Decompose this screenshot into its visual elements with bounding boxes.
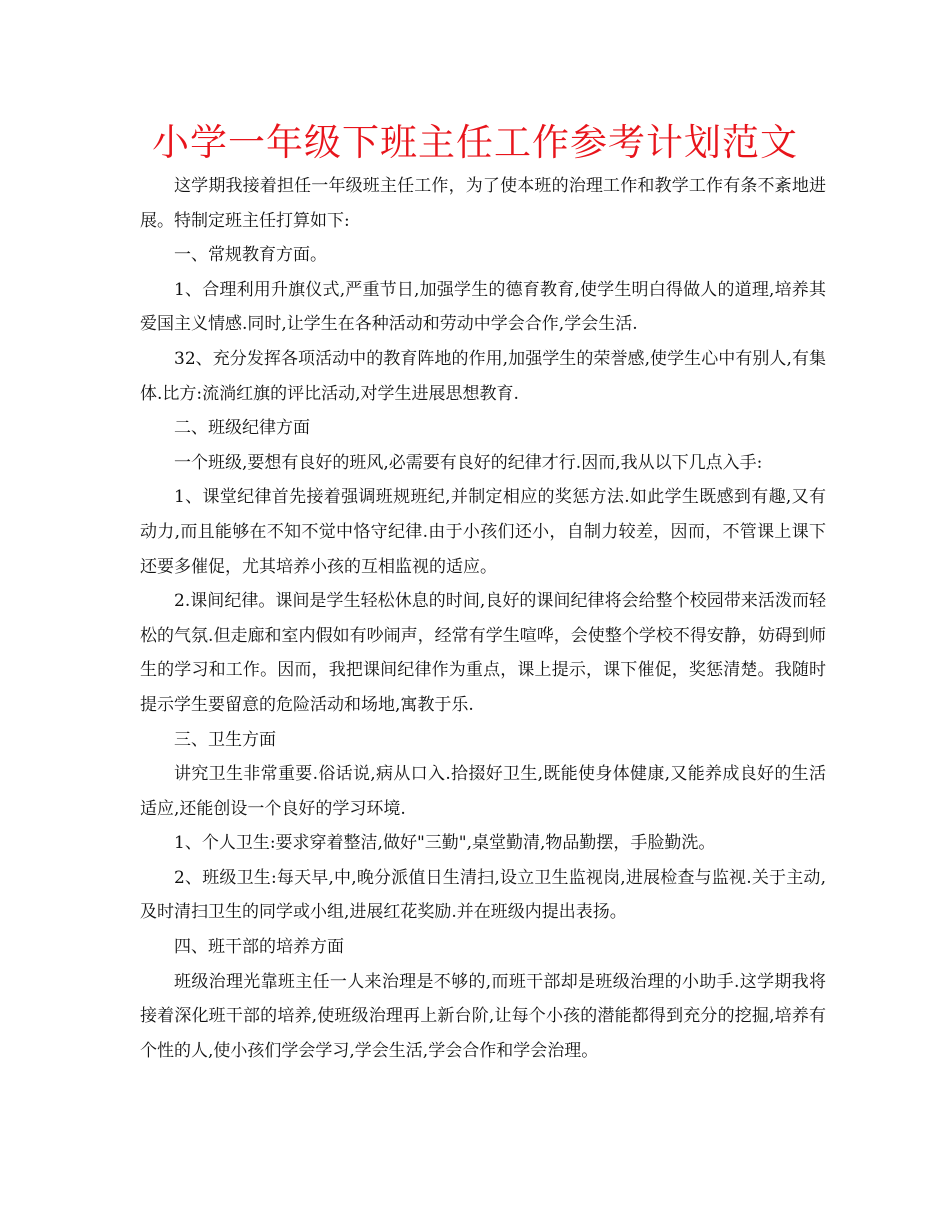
paragraph: 1、个人卫生:要求穿着整洁,做好"三勤",桌堂勤清,物品勤摆，手脸勤洗。 xyxy=(174,833,716,854)
paragraph: 1、课堂纪律首先接着强调班规班纪,并制定相应的奖惩方法.如此学生既感到有趣,又有动力,而且能够在不知不觉中恪守纪律.由于小孩们还小，自制力较差，因而，不管课上课下还要多催促，尤其培养小孩的互相监视的适应。 xyxy=(140,487,826,577)
document-body xyxy=(140,169,826,1068)
section-heading-4: 四、班干部的培养方面 xyxy=(174,937,344,958)
document-title: 小学一年级下班主任工作参考计划范文 xyxy=(152,121,798,164)
paragraph: 2、班级卫生:每天早,中,晚分派值日生清扫,设立卫生监视岗,进展检查与监视.关于主动,及时清扫卫生的同学或小组,进展红花奖励.并在班级内提出表扬。 xyxy=(140,867,826,923)
paragraph: 讲究卫生非常重要.俗话说,病从口入.拾掇好卫生,既能使身体健康,又能养成良好的生活适应,还能创设一个良好的学习环境. xyxy=(140,764,826,819)
section-heading-1: 一、常规教育方面。 xyxy=(174,245,327,266)
paragraph: 班级治理光靠班主任一人来治理是不够的,而班干部却是班级治理的小助手.这学期我将接着深化班干部的培养,使班级治理再上新台阶,让每个小孩的潜能都得到充分的挖掘,培养有个性的人,使小孩们学会学习,学会生活,学会合作和学会治理。 xyxy=(140,971,826,1061)
paragraph: 这学期我接着担任一年级班主任工作，为了使本班的治理工作和教学工作有条不紊地进展。特制定班主任打算如下: xyxy=(140,176,826,231)
section-heading-2: 二、班级纪律方面 xyxy=(174,418,310,439)
paragraph: 2.课间纪律。课间是学生轻松休息的时间,良好的课间纪律将会给整个校园带来活泼而轻松的气氛.但走廊和室内假如有吵闹声，经常有学生喧哗，会使整个学校不得安静，妨碍到师生的学习和工作。因而，我把课间纪律作为重点，课上提示，课下催促，奖惩清楚。我随时提示学生要留意的危险活动和场地,寓教于乐. xyxy=(140,591,826,715)
paragraph: 一个班级,要想有良好的班风,必需要有良好的纪律才行.因而,我从以下几点入手: xyxy=(174,452,763,473)
paragraph: 1、合理利用升旗仪式,严重节日,加强学生的德育教育,使学生明白得做人的道理,培养其爱国主义情感.同时,让学生在各种活动和劳动中学会合作,学会生活. xyxy=(140,279,826,335)
paragraph: 32、充分发挥各项活动中的教育阵地的作用,加强学生的荣誉感,使学生心中有别人,有集体.比方:流淌红旗的评比活动,对学生进展思想教育. xyxy=(140,348,826,404)
section-heading-3: 三、卫生方面 xyxy=(174,729,276,750)
